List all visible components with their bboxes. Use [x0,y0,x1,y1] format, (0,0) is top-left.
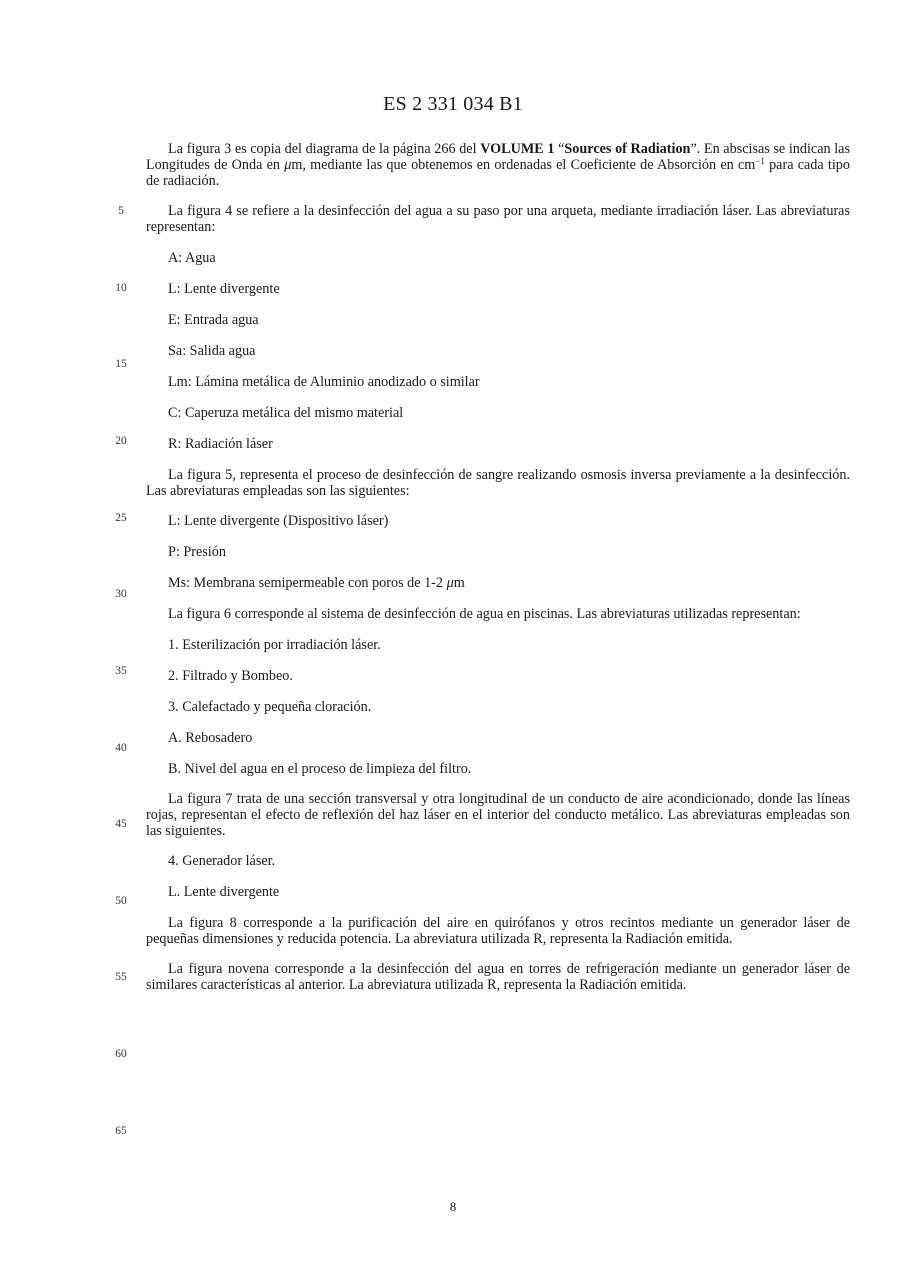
abbreviation-item: Sa: Salida agua [168,343,256,359]
line-number: 65 [115,1125,127,1137]
paragraph-figure-8: La figura 8 corresponde a la purificación del aire en quirófanos y otros recintos mediante un generador láser de pequeñas dimensiones y reducida potencia. La abreviatura utilizada R, representa la Radiación emitida. [146,915,850,947]
line-number: 35 [115,665,127,677]
paragraph-figure-4: La figura 4 se refiere a la desinfección del agua a su paso por una arqueta, mediante irradiación láser. Las abreviaturas representan: [146,203,850,235]
paragraph-figure-6: La figura 6 corresponde al sistema de desinfección de agua en piscinas. Las abreviaturas utilizadas representan: [168,606,801,622]
abbreviation-item: A: Agua [168,250,216,266]
abbreviation-item: L. Lente divergente [168,884,280,900]
line-number: 50 [115,895,127,907]
abbreviation-item: B. Nivel del agua en el proceso de limpieza del filtro. [168,761,472,777]
abbreviation-item: 2. Filtrado y Bombeo. [168,668,293,684]
abbreviation-item: 4. Generador láser. [168,853,276,869]
line-number: 20 [115,435,127,447]
abbreviation-item: Ms: Membrana semipermeable con poros de 1-2 μm [168,575,465,591]
abbreviation-item: 3. Calefactado y pequeña cloración. [168,699,372,715]
document-number: ES 2 331 034 B1 [383,93,523,115]
line-number: 25 [115,512,127,524]
abbreviation-item: P: Presión [168,544,226,560]
line-number: 45 [115,818,127,830]
line-number: 15 [115,358,127,370]
abbreviation-item: C: Caperuza metálica del mismo material [168,405,404,421]
paragraph-figure-7: La figura 7 trata de una sección transversal y otra longitudinal de un conducto de aire acondicionado, donde las líneas rojas, representan el efecto de reflexión del haz láser en el interior del conducto metálico. Las abreviaturas empleadas son las siguientes. [146,791,850,839]
abbreviation-item: L: Lente divergente (Dispositivo láser) [168,513,389,529]
abbreviation-item: E: Entrada agua [168,312,259,328]
line-number: 55 [115,971,127,983]
paragraph-figure-9: La figura novena corresponde a la desinfección del agua en torres de refrigeración mediante un generador láser de similares características al anterior. La abreviatura utilizada R, representa la Radiación emitida. [146,961,850,993]
page-number: 8 [449,1199,457,1214]
line-number: 5 [118,205,124,217]
abbreviation-item: A. Rebosadero [168,730,253,746]
line-number: 10 [115,282,127,294]
paragraph-figure-3: La figura 3 es copia del diagrama de la página 266 del VOLUME 1 “Sources of Radiation”. En abscisas se indican las Longitudes de Onda en μm, mediante las que obtenemos en ordenadas el Coeficiente de Absorción en $cm^{-1}$ para cada tipo de radiación. [146,141,851,189]
abbreviation-item: 1. Esterilización por irradiación láser. [168,637,381,653]
abbreviation-item: L: Lente divergente [168,281,280,297]
abbreviation-item: Lm: Lámina metálica de Aluminio anodizado o similar [168,374,480,390]
main-text [146,141,850,993]
abbreviation-item: R: Radiación láser [168,436,273,452]
line-number: 60 [115,1048,127,1060]
paragraph-figure-5: La figura 5, representa el proceso de desinfección de sangre realizando osmosis inversa previamente a la desinfección. Las abreviaturas empleadas son las siguientes: [146,467,850,499]
line-number: 30 [115,588,127,600]
line-number: 40 [115,742,127,754]
